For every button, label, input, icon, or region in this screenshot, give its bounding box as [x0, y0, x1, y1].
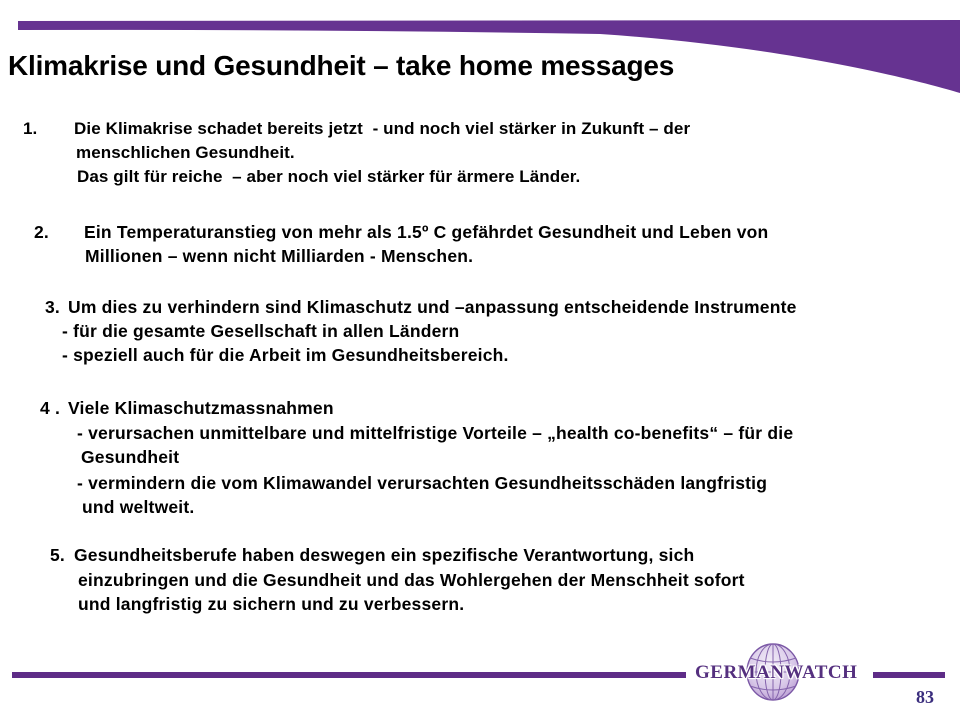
item-line: - verursachen unmittelbare und mittelfristige Vorteile – „health co-benefits“ – für die [77, 423, 794, 443]
item-number: 1. [23, 119, 38, 138]
item-number: 4 . [40, 398, 61, 418]
item-line: Um dies zu verhindern sind Klimaschutz und –anpassung entscheidende Instrumente [68, 297, 797, 317]
item-line: Gesundheit [81, 447, 180, 467]
item-line: Das gilt für reiche – aber noch viel stärker für ärmere Länder. [77, 167, 581, 186]
item-line: menschlichen Gesundheit. [76, 143, 295, 162]
page-number: 83 [916, 687, 934, 707]
item-line: einzubringen und die Gesundheit und das Wohlergehen der Menschheit sofort [78, 570, 745, 590]
page-title: Klimakrise und Gesundheit – take home messages [8, 50, 675, 81]
item-line: Viele Klimaschutzmassnahmen [68, 398, 334, 418]
item-line: - für die gesamte Gesellschaft in allen Ländern [62, 321, 460, 341]
item-line: - vermindern die vom Klimawandel verursachten Gesundheitsschäden langfristig [77, 473, 768, 493]
footer-rule-right [873, 672, 945, 678]
item-line: Millionen – wenn nicht Milliarden - Menschen. [85, 246, 474, 266]
item-line: Die Klimakrise schadet bereits jetzt - und noch viel stärker in Zukunft – der [74, 119, 691, 138]
item-line: und langfristig zu sichern und zu verbessern. [78, 594, 465, 614]
item-number: 2. [34, 222, 49, 242]
item-number: 3. [45, 297, 60, 317]
item-line: Gesundheitsberufe haben deswegen ein spezifische Verantwortung, sich [74, 545, 695, 565]
logo-wordmark: GERMANWATCH [695, 662, 858, 683]
item-line: - speziell auch für die Arbeit im Gesundheitsbereich. [62, 345, 509, 365]
item-number: 5. [50, 545, 65, 565]
item-line: und weltweit. [82, 497, 195, 517]
footer-rule-left [12, 672, 686, 678]
item-line: Ein Temperaturanstieg von mehr als 1.5º C gefährdet Gesundheit und Leben von [84, 222, 769, 242]
